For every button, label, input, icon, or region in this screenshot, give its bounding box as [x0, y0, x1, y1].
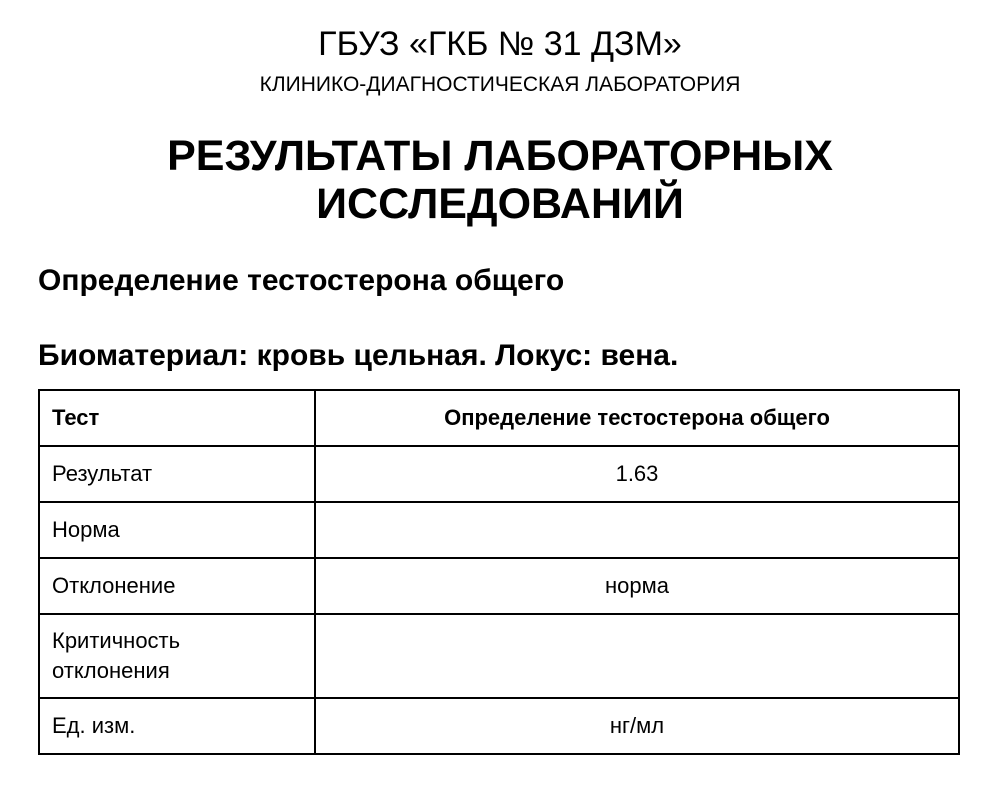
organization-name: ГБУЗ «ГКБ № 31 ДЗМ»: [318, 25, 682, 63]
table-row-deviation: [39, 558, 959, 614]
row-label-line-2: отклонения: [52, 658, 170, 683]
row-value: [315, 614, 959, 698]
biomaterial-line: Биоматериал: кровь цельная. Локус: вена.: [38, 339, 679, 372]
row-value: нг/мл: [315, 698, 959, 754]
table-row-norm: [39, 502, 959, 558]
table-row-criticality: [39, 614, 959, 698]
document-title: [0, 132, 1000, 228]
table-row-result: [39, 446, 959, 502]
row-value: [315, 502, 959, 558]
row-label-line-1: Критичность: [52, 628, 181, 653]
row-value: 1.63: [315, 446, 959, 502]
row-label: [39, 614, 315, 698]
table-header-row: [39, 390, 959, 446]
row-value: норма: [315, 558, 959, 614]
document-title-line-2: ИССЛЕДОВАНИЙ: [316, 180, 684, 228]
row-label: Ед. изм.: [39, 698, 315, 754]
test-title: Определение тестостерона общего: [38, 264, 565, 297]
header-label-cell: Тест: [39, 390, 315, 446]
row-label: Норма: [39, 502, 315, 558]
results-table: [38, 389, 960, 755]
header-value-cell: Определение тестостерона общего: [315, 390, 959, 446]
row-label: Отклонение: [39, 558, 315, 614]
row-label: Результат: [39, 446, 315, 502]
table-row-units: [39, 698, 959, 754]
document-title-line-1: РЕЗУЛЬТАТЫ ЛАБОРАТОРНЫХ: [167, 132, 833, 180]
department-name: КЛИНИКО-ДИАГНОСТИЧЕСКАЯ ЛАБОРАТОРИЯ: [259, 73, 741, 96]
